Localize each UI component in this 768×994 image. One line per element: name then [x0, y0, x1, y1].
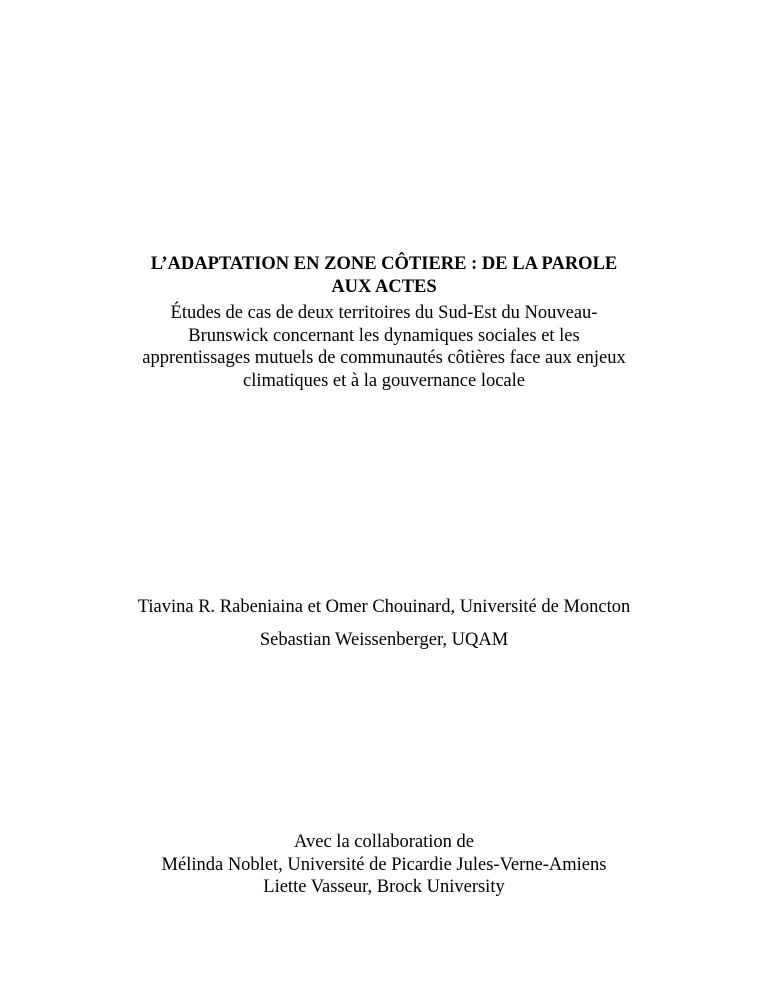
collaborator-line-2: Liette Vasseur, Brock University: [263, 877, 505, 897]
subtitle-line-3: apprentissages mutuels de communautés côtières face aux enjeux: [142, 348, 626, 368]
document-subtitle: [0, 302, 768, 392]
title-line-2: AUX ACTES: [331, 277, 437, 297]
collaborator-line-1: Mélinda Noblet, Université de Picardie Jules-Verne-Amiens: [161, 854, 607, 875]
author-line-1: Tiavina R. Rabeniaina et Omer Chouinard, Université de Moncton: [137, 597, 631, 617]
subtitle-line-4: climatiques et à la gouvernance locale: [243, 370, 525, 391]
collaboration-heading: Avec la collaboration de: [294, 832, 474, 852]
document-title: [0, 253, 768, 299]
subtitle-line-1: Études de cas de deux territoires du Sud-Est du Nouveau-: [170, 303, 598, 323]
collaboration-block: [0, 831, 768, 899]
author-line-2: Sebastian Weissenberger, UQAM: [259, 630, 509, 650]
authors-block: [0, 596, 768, 651]
title-line-1: L’ADAPTATION EN ZONE CÔTIERE : DE LA PAROLE: [150, 254, 618, 274]
subtitle-line-2: Brunswick concernant les dynamiques sociales et les: [188, 325, 580, 346]
